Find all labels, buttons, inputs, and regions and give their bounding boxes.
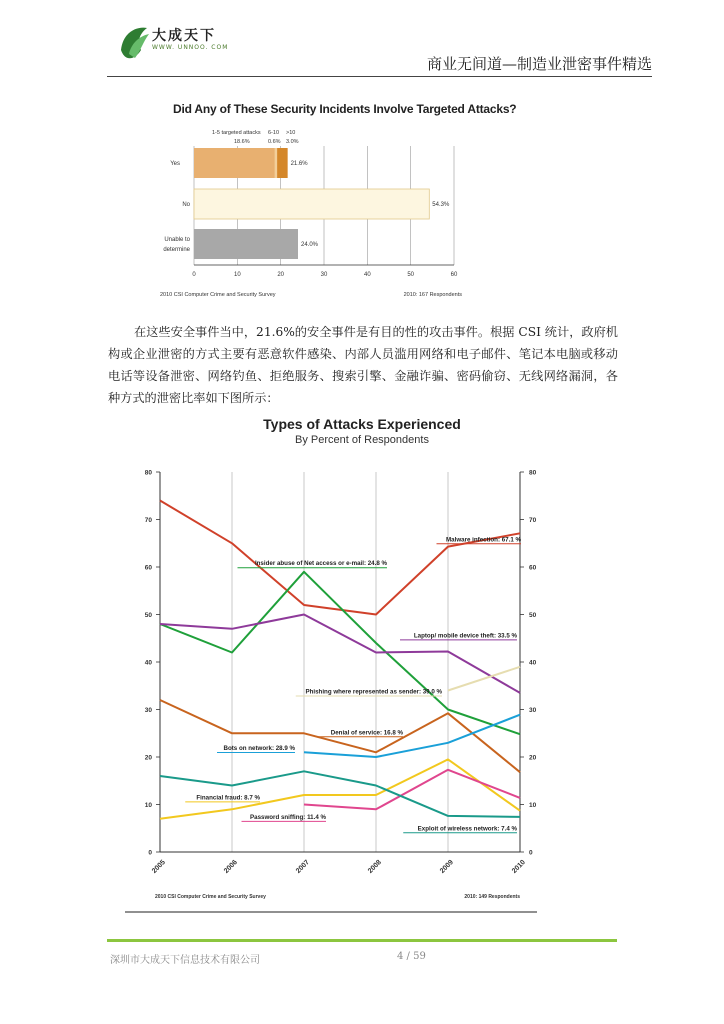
footer-company: 深圳市大成天下信息技术有限公司 — [110, 955, 260, 966]
series-label-phishing-where-represented-as-sender: Phishing where represented as sender: 39.0 % — [305, 688, 442, 696]
chart2-y-tick-label-left: 0 — [148, 849, 152, 857]
chart2-y-tick-label-left: 80 — [144, 469, 152, 477]
chart1-x-tick-label: 20 — [277, 272, 285, 278]
chart2-respondents: 2010: 149 Respondents — [464, 894, 520, 900]
series-label-malware-infection: Malware infection: 67.1 % — [446, 536, 521, 544]
chart1-bar-segment — [275, 148, 278, 178]
chart2-y-tick-label-left: 10 — [144, 802, 152, 809]
body-paragraph: 在这些安全事件当中，21.6%的安全事件是有目的性的攻击事件。根据 CSI 统计，政府机构或企业泄密的方式主要有恶意软件感染、内部人员滥用网络和电子邮件、笔记本电脑或移动电话等设备泄密、网络钓鱼、拒绝服务、搜索引擎、金融诈骗、密码偷窃、无线网络漏洞，各种方式的泄密比率如下图所示： — [108, 325, 618, 405]
chart2-y-tick-label-right: 30 — [529, 707, 537, 714]
chart2-x-tick-label: 2007 — [294, 858, 311, 875]
header-divider — [107, 76, 652, 77]
chart2-x-tick-label: 2010 — [510, 858, 527, 875]
chart2-x-tick-label: 2009 — [438, 858, 455, 875]
targeted-attacks-bar-chart — [158, 120, 478, 305]
chart2-y-tick-label-right: 0 — [529, 849, 533, 857]
chart1-bar — [194, 189, 429, 219]
chart1-category-label: determine — [163, 247, 190, 253]
chart1-value-label: 54.3% — [432, 202, 450, 208]
series-label-bots-on-network: Bots on network: 28.9 % — [223, 744, 295, 752]
chart2-x-tick-label: 2005 — [150, 858, 167, 875]
chart2-x-tick-label: 2006 — [222, 858, 239, 875]
chart2-y-tick-label-right: 20 — [529, 754, 537, 762]
chart2-y-tick-label-left: 60 — [144, 564, 152, 572]
document-header-title: 商业无间道—制造业泄密事件精选 — [426, 55, 652, 73]
chart2-y-tick-label-right: 50 — [529, 612, 537, 619]
series-line-password-sniffing — [304, 770, 520, 810]
chart1-legend-value: 18.6% — [234, 139, 250, 145]
chart2-y-tick-label-left: 50 — [144, 612, 152, 619]
page-number: 4 / 59 — [397, 951, 426, 962]
chart1-value-label: 21.6% — [290, 161, 308, 167]
chart1-x-tick-label: 60 — [450, 272, 458, 278]
chart2-y-tick-label-left: 40 — [144, 659, 152, 667]
chart2-title: Types of Attacks Experienced — [263, 416, 461, 432]
chart1-title: Did Any of These Security Incidents Involve Targeted Attacks? — [173, 102, 517, 116]
chart1-legend-label: >10 — [286, 130, 296, 136]
chart1-category-label: Unable to — [164, 237, 190, 243]
chart2-y-tick-label-left: 30 — [144, 707, 152, 714]
series-line-malware-infection — [160, 501, 520, 615]
chart1-legend-label: 6-10 — [268, 130, 280, 136]
series-label-financial-fraud: Financial fraud: 8.7 % — [196, 794, 260, 802]
series-label-exploit-of-wireless-network: Exploit of wireless network: 7.4 % — [417, 825, 517, 833]
chart1-x-tick-label: 50 — [407, 272, 415, 278]
chart1-legend-value: 3.0% — [286, 139, 299, 145]
chart1-value-label: 24.0% — [301, 242, 319, 248]
series-label-laptop-mobile-device-theft: Laptop/ mobile device theft: 33.5 % — [413, 632, 517, 640]
chart1-source: 2010 CSI Computer Crime and Security Survey — [160, 292, 276, 298]
chart1-legend-label: 1-5 targeted attacks — [212, 130, 261, 136]
chart2-subtitle: By Percent of Respondents — [295, 434, 429, 446]
chart2-y-tick-label-right: 40 — [529, 659, 537, 667]
chart1-x-tick-label: 40 — [363, 272, 371, 278]
series-label-denial-of-service: Denial of service: 16.8 % — [330, 729, 403, 737]
series-line-insider-abuse-of-net-access-or-e-mail — [160, 572, 520, 737]
chart1-bar-segment — [277, 148, 287, 178]
series-line-financial-fraud — [160, 759, 520, 818]
chart1-x-tick-label: 0 — [192, 272, 196, 278]
attack-types-line-chart — [125, 460, 555, 920]
chart2-y-tick-label-left: 20 — [144, 754, 152, 762]
chart1-respondents: 2010: 167 Respondents — [403, 292, 462, 298]
chart1-category-label: No — [182, 202, 190, 208]
chart2-source: 2010 CSI Computer Crime and Security Survey — [155, 894, 266, 900]
footer-divider — [107, 939, 617, 942]
chart1-x-tick-label: 30 — [320, 272, 328, 278]
chart1-bar — [194, 148, 288, 178]
series-label-insider-abuse-of-net-access-or-e-mail: Insider abuse of Net access or e-mail: 24.8 % — [254, 560, 387, 568]
chart2-y-tick-label-right: 60 — [529, 564, 537, 572]
series-label-password-sniffing: Password sniffing: 11.4 % — [250, 813, 326, 821]
logo-name: 大成天下 — [152, 28, 216, 44]
chart2-y-tick-label-right: 10 — [529, 802, 537, 809]
chart2-y-tick-label-right: 70 — [529, 517, 537, 524]
logo-website: WWW. UNNOO. COM — [152, 44, 229, 51]
series-line-laptop-mobile-device-theft — [160, 615, 520, 696]
chart1-bar — [194, 229, 298, 259]
chart1-x-tick-label: 10 — [233, 272, 241, 278]
chart2-x-tick-label: 2008 — [366, 858, 383, 875]
chart2-y-tick-label-left: 70 — [144, 517, 152, 524]
chart1-category-label: Yes — [170, 161, 180, 167]
chart1-legend-value: 0.6% — [268, 139, 281, 145]
chart2-y-tick-label-right: 80 — [529, 469, 537, 477]
